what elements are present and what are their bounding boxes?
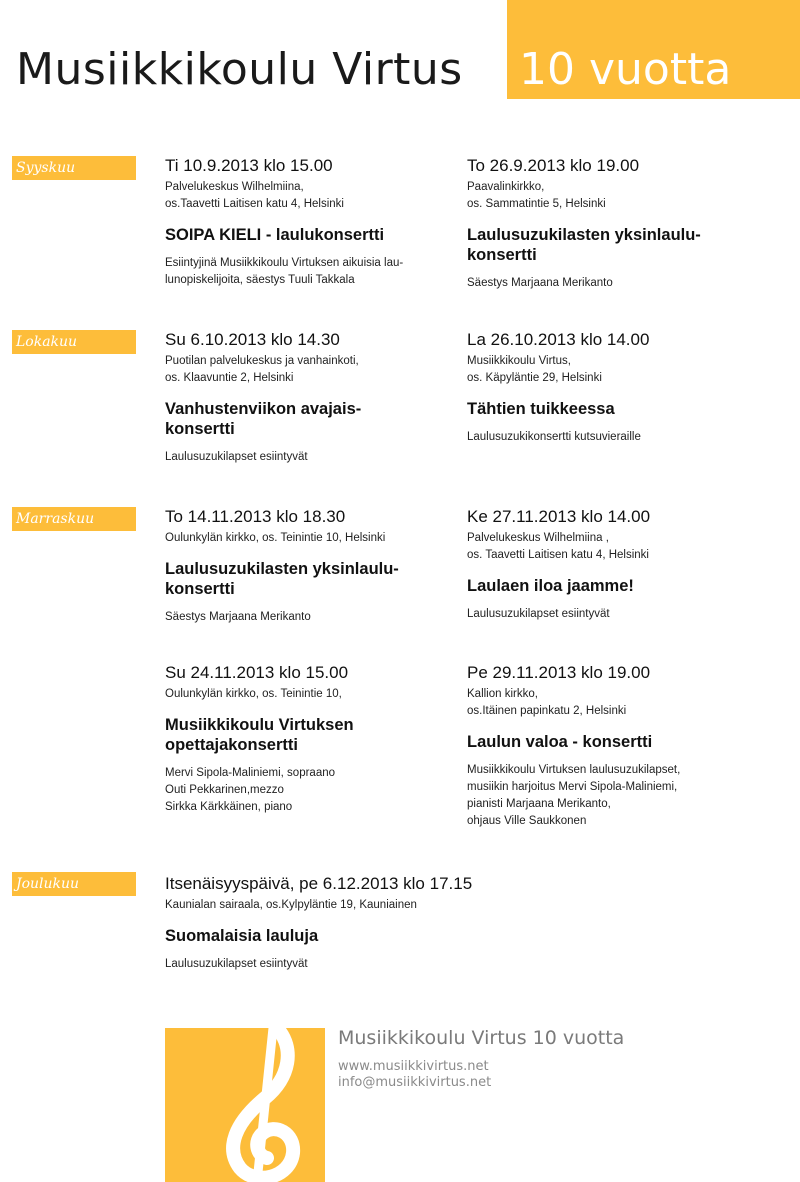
event-date: Su 6.10.2013 klo 14.30 — [165, 330, 340, 349]
event-title-line: Tähtien tuikkeessa — [467, 400, 615, 418]
event-title-line: konsertti — [467, 246, 537, 264]
event-item — [467, 663, 767, 830]
event-title — [467, 399, 767, 419]
event-description-line: ohjaus Ville Saukkonen — [467, 815, 587, 827]
event-title-line: Laulaen iloa jaamme! — [467, 577, 634, 595]
event-description — [165, 449, 465, 466]
event-description-line: Outi Pekkarinen,mezzo — [165, 784, 284, 796]
event-location — [165, 897, 585, 914]
event-description-line: pianisti Marjaana Merikanto, — [467, 798, 611, 810]
event-description — [467, 275, 767, 292]
event-item — [165, 663, 465, 816]
event-date: To 26.9.2013 klo 19.00 — [467, 156, 640, 175]
event-item — [165, 330, 465, 466]
event-location-line: os.Itäinen papinkatu 2, Helsinki — [467, 705, 627, 717]
event-description — [467, 606, 767, 623]
page-title: Musiikkikoulu Virtus — [16, 44, 463, 95]
event-title-line: konsertti — [165, 420, 235, 438]
event-title — [165, 225, 465, 245]
event-description — [165, 765, 465, 816]
event-location-line: Oulunkylän kirkko, os. Teinintie 10, Helsinki — [165, 532, 386, 544]
event-title-line: Musiikkikoulu Virtuksen — [165, 716, 354, 734]
event-location — [165, 179, 465, 213]
event-description — [467, 762, 767, 830]
event-location — [467, 179, 767, 213]
event-description-line: Laulusuzukilapset esiintyvät — [165, 958, 308, 970]
event-title — [165, 715, 465, 755]
footer-email-link[interactable]: info@musiikkivirtus.net — [338, 1075, 492, 1090]
event-title-line: Laulusuzukilasten yksinlaulu- — [467, 226, 701, 244]
event-description-line: Mervi Sipola-Maliniemi, sopraano — [165, 767, 336, 779]
event-title-line: SOIPA KIELI - laulukonsertti — [165, 226, 385, 244]
event-title — [467, 225, 767, 265]
event-location-line: Palvelukeskus Wilhelmiina, — [165, 181, 304, 193]
event-location-line: Oulunkylän kirkko, os. Teinintie 10, — [165, 688, 342, 700]
month-label-lokakuu: Lokakuu — [12, 330, 136, 354]
event-date: La 26.10.2013 klo 14.00 — [467, 330, 650, 349]
event-location — [467, 530, 767, 564]
event-description — [467, 429, 767, 446]
event-description-line: Laulusuzukilapset esiintyvät — [165, 451, 308, 463]
event-location-line: os. Klaavuntie 2, Helsinki — [165, 372, 294, 384]
event-description-line: Säestys Marjaana Merikanto — [165, 611, 311, 623]
event-title — [165, 559, 465, 599]
event-description — [165, 609, 465, 626]
event-item — [467, 507, 767, 623]
footer-title: Musiikkikoulu Virtus 10 vuotta — [338, 1027, 625, 1049]
event-location-line: Kallion kirkko, — [467, 688, 538, 700]
event-date: Ke 27.11.2013 klo 14.00 — [467, 507, 651, 526]
title-accent-block: 10 vuotta — [507, 0, 800, 99]
event-location-line: os. Sammatintie 5, Helsinki — [467, 198, 606, 210]
event-description-line: lunopiskelijoita, säestys Tuuli Takkala — [165, 274, 355, 286]
event-date: Itsenäisyyspäivä, pe 6.12.2013 klo 17.15 — [165, 874, 473, 893]
event-date: Su 24.11.2013 klo 15.00 — [165, 663, 349, 682]
event-title — [467, 576, 767, 596]
event-description-line: Esiintyjinä Musiikkikoulu Virtuksen aikuisia lau- — [165, 257, 404, 269]
event-title-line: Vanhustenviikon avajais- — [165, 400, 362, 418]
event-location — [467, 686, 767, 720]
event-description-line: Sirkka Kärkkäinen, piano — [165, 801, 293, 813]
event-date: Ti 10.9.2013 klo 15.00 — [165, 156, 333, 175]
footer-website-link[interactable]: www.musiikkivirtus.net — [338, 1059, 489, 1074]
month-label-joulukuu: Joulukuu — [12, 872, 136, 896]
event-description-line: Säestys Marjaana Merikanto — [467, 277, 613, 289]
event-description-line: Musiikkikoulu Virtuksen laulusuzukilapset, — [467, 764, 681, 776]
event-location-line: Palvelukeskus Wilhelmiina , — [467, 532, 609, 544]
event-description-line: musiikin harjoitus Mervi Sipola-Maliniemi, — [467, 781, 678, 793]
event-item — [165, 874, 585, 973]
event-description — [165, 956, 585, 973]
event-title-line: Laulun valoa - konsertti — [467, 733, 653, 751]
event-location-line: os. Käpyläntie 29, Helsinki — [467, 372, 602, 384]
event-location-line: os. Taavetti Laitisen katu 4, Helsinki — [467, 549, 649, 561]
event-location-line: Kaunialan sairaala, os.Kylpyläntie 19, Kauniainen — [165, 899, 417, 911]
event-title-line: opettajakonsertti — [165, 736, 298, 754]
event-item — [467, 156, 767, 292]
event-title — [467, 732, 767, 752]
event-location — [165, 530, 465, 547]
event-location-line: os.Taavetti Laitisen katu 4, Helsinki — [165, 198, 344, 210]
event-date: To 14.11.2013 klo 18.30 — [165, 507, 346, 526]
event-location-line: Puotilan palvelukeskus ja vanhainkoti, — [165, 355, 359, 367]
event-location-line: Paavalinkirkko, — [467, 181, 545, 193]
event-description-line: Laulusuzukilapset esiintyvät — [467, 608, 610, 620]
event-title — [165, 926, 585, 946]
event-title-line: Suomalaisia lauluja — [165, 927, 319, 945]
event-item — [165, 507, 465, 626]
event-title-line: konsertti — [165, 580, 235, 598]
treble-clef-icon — [165, 1028, 325, 1182]
event-description-line: Laulusuzukikonsertti kutsuvieraille — [467, 431, 641, 443]
footer-logo-block — [165, 1028, 325, 1182]
event-title-line: Laulusuzukilasten yksinlaulu- — [165, 560, 399, 578]
event-location — [467, 353, 767, 387]
month-label-marraskuu: Marraskuu — [12, 507, 136, 531]
event-item — [467, 330, 767, 446]
event-location — [165, 686, 465, 703]
month-label-syyskuu: Syyskuu — [12, 156, 136, 180]
event-description — [165, 255, 465, 289]
event-item — [165, 156, 465, 289]
event-date: Pe 29.11.2013 klo 19.00 — [467, 663, 651, 682]
event-location-line: Musiikkikoulu Virtus, — [467, 355, 571, 367]
event-location — [165, 353, 465, 387]
event-title — [165, 399, 465, 439]
